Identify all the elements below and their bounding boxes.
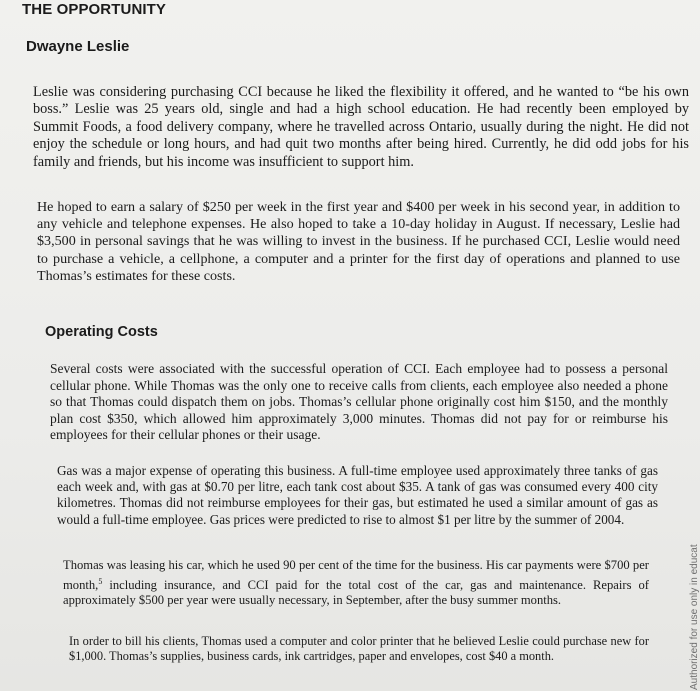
side-watermark: Authorized for use only in educat [689, 544, 700, 690]
paragraph-leslie-background: Leslie was considering purchasing CCI because he liked the flexibility it offered, and he wanted to “be his own boss.” Leslie was 25 years old, single and had a high school education. He had recently been employed by Summit Foods, a food delivery company, where he travelled across Ontario, usually during the night. He did not enjoy the schedule or long hours, and had quit two months after being hired. Currently, he did odd jobs for his family and friends, but his income was insufficient to support him. [33, 84, 689, 170]
paragraph-billing: In order to bill his clients, Thomas used a computer and color printer that he believed Leslie could purchase new for $1,000. Thomas’s supplies, business cards, ink cartridges, paper and envelopes, cost $40 a month. [69, 634, 649, 664]
operating-costs-title: Operating Costs [45, 324, 158, 340]
footnote-mark: 5 [98, 576, 103, 586]
paragraph-leslie-goals: He hoped to earn a salary of $250 per week in the first year and $400 per week in his second year, in addition to any vehicle and telephone expenses. He also hoped to take a 10-day holiday in August. If necessary, Leslie had $3,500 in personal savings that he was willing to invest in the business. If he purchased CCI, Leslie would need to purchase a vehicle, a cellphone, a computer and a printer for the first day of operations and planned to use Thomas’s estimates for these costs. [37, 199, 680, 284]
paragraph-car-lease [63, 558, 649, 609]
section-title: THE OPPORTUNITY [22, 1, 167, 18]
subsection-title-dwayne-leslie: Dwayne Leslie [26, 38, 130, 55]
car-text-after: including insurance, and CCI paid for the total cost of the car, gas and maintenance. Repairs of approximately $500 per year were usually necessary, in September, after the busy summer months. [63, 577, 649, 608]
paragraph-gas-costs: Gas was a major expense of operating this business. A full-time employee used approximately three tanks of gas each week and, with gas at $0.70 per litre, each tank cost about $35. A tank of gas was consumed every 400 city kilometres. Thomas did not reimburse employees for their gas, but estimated he used a similar amount of gas as would a full-time employee. Gas prices were predicted to rise to almost $1 per litre by the summer of 2004. [57, 463, 658, 527]
paragraph-cellular-costs: Several costs were associated with the successful operation of CCI. Each employee had to possess a personal cellular phone. While Thomas was the only one to receive calls from clients, each employee also needed a phone so that Thomas could dispatch them on jobs. Thomas’s cellular phone originally cost him $150, and the monthly plan cost $350, which allowed him approximately 3,000 minutes. Thomas did not pay for or reimburse his employees for their cellular phones or their usage. [50, 361, 668, 442]
car-text-before: Thomas was leasing his car, which he used 90 per cent of the time for the business. His car payments were $700 per month, [63, 558, 649, 592]
